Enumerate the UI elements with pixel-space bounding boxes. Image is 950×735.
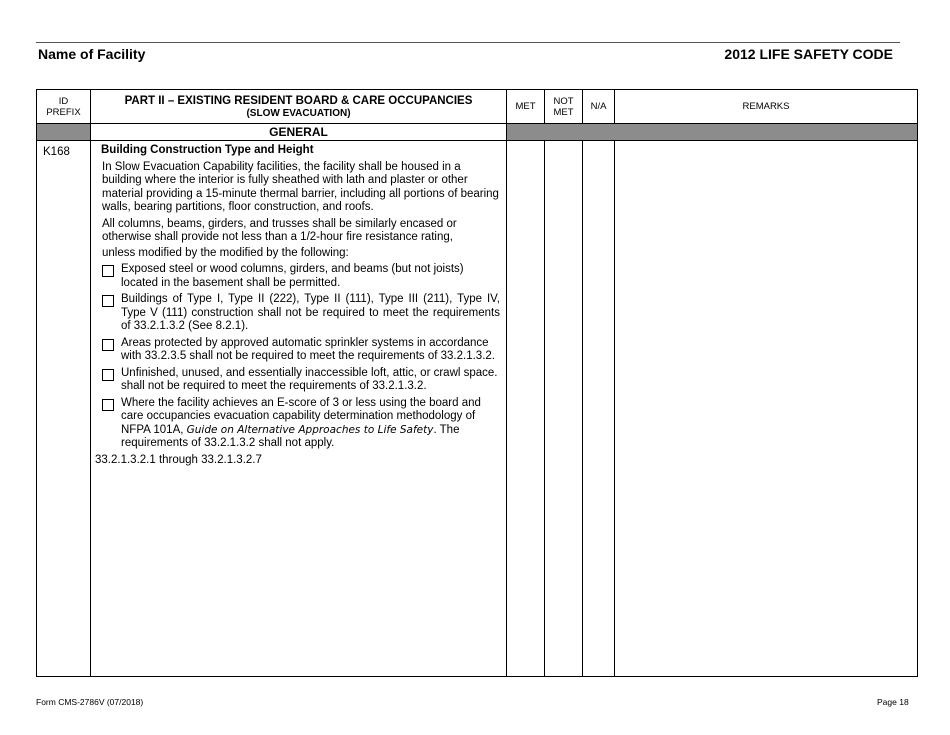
part-title: PART II – EXISTING RESIDENT BOARD & CARE OCCUPANCIES xyxy=(124,94,473,107)
checkbox[interactable] xyxy=(102,295,114,307)
checkbox[interactable] xyxy=(102,265,114,277)
form-id: Form CMS-2786V (07/2018) xyxy=(36,697,144,707)
k-tag: K168 xyxy=(37,141,91,677)
checkbox[interactable] xyxy=(102,369,114,381)
part-subtitle: (SLOW EVACUATION) xyxy=(246,107,351,119)
exception-text: Areas protected by approved automatic sprinkler systems in accordance with 33.2.3.5 shall not be required to meet the requirements of 33.2.1.3.2. xyxy=(121,336,495,362)
facility-name-label: Name of Facility xyxy=(38,46,146,62)
exception-item xyxy=(101,263,500,290)
section-row xyxy=(37,124,918,141)
page-number: Page 18 xyxy=(877,697,909,707)
header-row xyxy=(37,90,918,124)
section-shade-left xyxy=(37,124,91,141)
checkbox[interactable] xyxy=(102,399,114,411)
exception-text-post: . The requirements of 33.2.1.3.2 shall not apply. xyxy=(121,423,460,449)
part-header xyxy=(91,90,507,124)
exception-item xyxy=(101,337,500,364)
id-prefix-header xyxy=(37,90,91,124)
na-header: N/A xyxy=(583,90,615,124)
id-prefix-line1: ID xyxy=(58,95,69,107)
requirement-paragraph-1: In Slow Evacuation Capability facilities, the facility shall be housed in a building where the interior is fully sheathed with lath and plaster or other material providing a 15-minute thermal barrier, including all portions of bearing walls, bearing partitions, floor construction, and roofs. xyxy=(102,160,499,213)
exception-item xyxy=(101,293,500,334)
requirement-paragraph-2b: unless modified by the modified by the following: xyxy=(102,246,349,259)
met-cell[interactable] xyxy=(507,141,545,677)
nfpa-guide-title: Guide on Alternative Approaches to Life Safety xyxy=(186,423,434,436)
remarks-cell[interactable] xyxy=(615,141,918,677)
not-met-line1: NOT xyxy=(553,95,574,107)
exception-text: Buildings of Type I, Type II (222), Type II (111), Type III (211), Type IV, Type V (111) construction shall not be required to meet the requirements of 33.2.1.3.2 (See 8.2.1). xyxy=(121,293,500,332)
requirement-content xyxy=(91,141,507,677)
requirement-title: Building Construction Type and Height xyxy=(101,144,314,156)
checkbox[interactable] xyxy=(102,339,114,351)
exception-text-pre: Where the facility achieves an E-score of 3 or less using the board and care occupancies evacuation capability determination methodology of NFPA 101A, xyxy=(121,396,481,436)
code-title: 2012 LIFE SAFETY CODE xyxy=(724,46,893,62)
exception-text: Unfinished, unused, and essentially inaccessible loft, attic, or crawl space. shall not be required to meet the requirements of 33.2.1.3.2. xyxy=(121,366,498,392)
exception-item xyxy=(101,397,500,451)
na-cell[interactable] xyxy=(583,141,615,677)
remarks-header: REMARKS xyxy=(615,90,918,124)
not-met-header xyxy=(545,90,583,124)
code-references: 33.2.1.3.2.1 through 33.2.1.3.2.7 xyxy=(95,453,262,466)
checklist-table xyxy=(36,89,918,677)
not-met-line2: MET xyxy=(553,106,574,118)
requirement-paragraph-2: All columns, beams, girders, and trusses shall be similarly encased or otherwise shall provide not less than a 1/2-hour fire resistance rating, xyxy=(102,217,457,243)
not-met-cell[interactable] xyxy=(545,141,583,677)
header-rule xyxy=(36,42,900,43)
table-row xyxy=(37,141,918,677)
section-shade-right xyxy=(507,124,918,141)
id-prefix-line2: PREFIX xyxy=(46,106,81,118)
exception-text: Exposed steel or wood columns, girders, and beams (but not joists) located in the basement shall be permitted. xyxy=(121,263,464,289)
section-general-label: GENERAL xyxy=(91,124,507,141)
exception-item xyxy=(101,367,500,394)
met-header: MET xyxy=(507,90,545,124)
